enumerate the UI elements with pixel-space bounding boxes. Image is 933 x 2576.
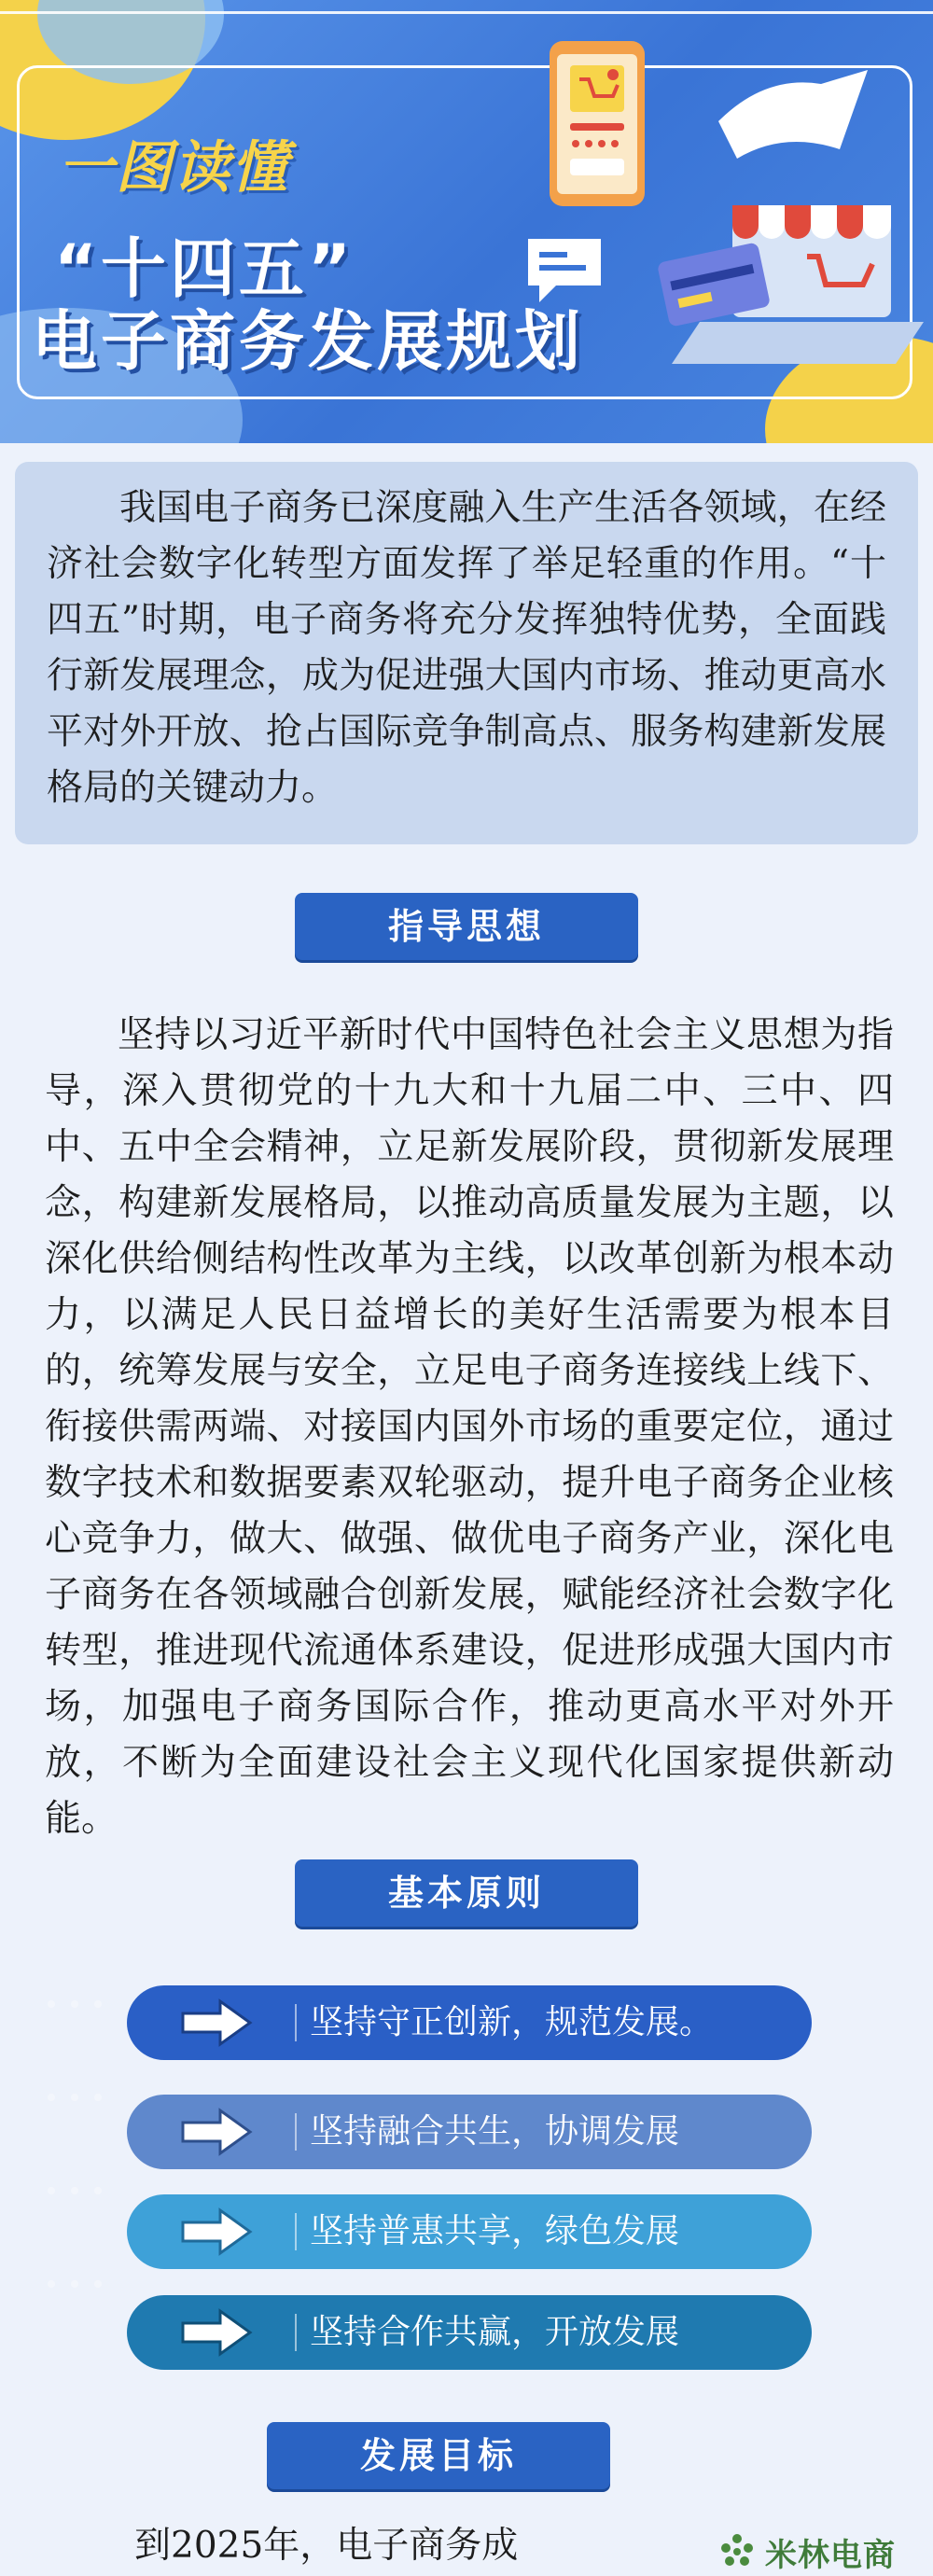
banner-kicker: 一图读懂 xyxy=(58,135,289,201)
principle-item xyxy=(127,2295,812,2370)
principle-item xyxy=(127,2194,812,2269)
principle-separator xyxy=(295,2113,297,2151)
brand-logo-icon xyxy=(717,2531,758,2572)
banner-title-line2: 电子商务发展规划 xyxy=(32,303,584,380)
principle-item xyxy=(127,1985,812,2060)
arrow-right-icon xyxy=(179,1998,254,2047)
dot-pattern-decor xyxy=(37,1985,121,2312)
principle-label: 坚持合作共赢，开放发展 xyxy=(310,2313,680,2351)
principle-separator xyxy=(295,2004,297,2041)
intro-box xyxy=(15,462,918,844)
paper-illustration xyxy=(709,65,877,168)
intro-text: 我国电子商务已深度融入生产生活各领域，在经济社会数字化转型方面发挥了举足轻重的作用。“十四五”时期，电子商务将充分发挥独特优势，全面践行新发展理念，成为促进强大国内市场、推动更高水平对外开放、抢占国际竞争制高点、服务构建新发展格局的关键动力。 xyxy=(47,487,886,809)
principle-separator xyxy=(295,2314,297,2351)
arrow-right-icon xyxy=(179,2108,254,2156)
principle-item xyxy=(127,2095,812,2169)
phone-illustration xyxy=(546,37,648,210)
banner-title-line1: “十四五” xyxy=(54,230,355,307)
hero-banner xyxy=(0,0,933,443)
principle-label: 坚持融合共生，协调发展 xyxy=(310,2112,680,2151)
arrow-right-icon xyxy=(179,2207,254,2256)
section-header-goals: 发展目标 xyxy=(267,2422,610,2489)
arrow-right-icon xyxy=(179,2308,254,2357)
goal-text: 到2025年，电子商务成 xyxy=(134,2525,519,2567)
principle-separator xyxy=(295,2213,297,2250)
banner-top-line xyxy=(0,11,933,14)
guiding-text: 坚持以习近平新时代中国特色社会主义思想为指导，深入贯彻党的十九大和十九届二中、三中、四中、五中全会精神，立足新发展阶段，贯彻新发展理念，构建新发展格局，以推动高质量发展为主题，以深化供给侧结构性改革为主线，以改革创新为根本动力，以满足人民日益增长的美好生活需要为根本目的，统筹发展与安全，立足电子商务连接线上线下、衔接供需两端、对接国内国外市场的重要定位，通过数字技术和数据要素双轮驱动，提升电子商务企业核心竞争力，做大、做强、做优电子商务产业，深化电子商务在各领域融合创新发展，赋能经济社会数字化转型，推进现代流通体系建设，促进形成强大国内市场，加强电子商务国际合作，推动更高水平对外开放，不断为全面建设社会主义现代化国家提供新动能。 xyxy=(45,1014,894,1840)
section-header-guiding: 指导思想 xyxy=(295,893,638,960)
laptop-store-illustration xyxy=(644,168,924,383)
principle-label: 坚持守正创新，规范发展。 xyxy=(310,2003,714,2041)
section-header-principles: 基本原则 xyxy=(295,1859,638,1927)
brand-name: 米林电商 xyxy=(765,2536,896,2574)
guiding-section xyxy=(45,1008,894,1847)
principle-label: 坚持普惠共享，绿色发展 xyxy=(310,2212,680,2250)
brand-watermark xyxy=(717,2531,896,2572)
